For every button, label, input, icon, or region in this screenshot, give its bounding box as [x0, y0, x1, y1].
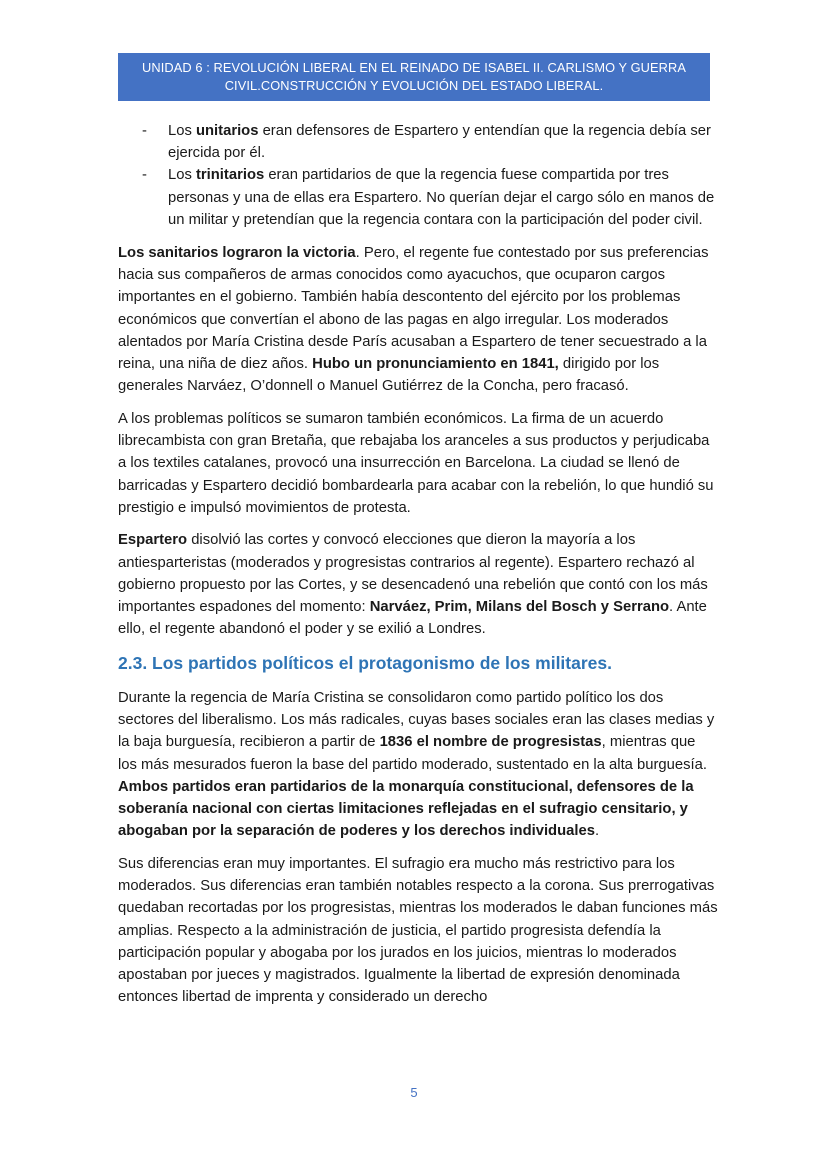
bold-text: Ambos partidos eran partidarios de la monarquía constitucional, defensores de la soberanía nacional con ciertas limitaciones reflejadas en el sufragio censitario, y abogaban por la separación de poderes y los derechos individuales — [118, 778, 694, 840]
text-run: . — [594, 823, 600, 840]
header-line-1: UNIDAD 6 : REVOLUCIÓN LIBERAL EN EL REINADO DE ISABEL II. CARLISMO Y GUERRA — [142, 60, 686, 75]
section-heading: 2.3. Los partidos políticos el protagonismo de los militares. — [118, 652, 612, 673]
bold-text: Hubo un pronunciamiento en 1841, — [312, 356, 559, 373]
document-body — [118, 120, 718, 1019]
bold-text: Los sanitarios lograron la victoria — [118, 245, 356, 262]
text-run: , mientras que los más mesurados fueron la base del partido moderado, sustentado en la alta burguesía. — [118, 734, 707, 773]
bold-term: unitarios — [195, 123, 259, 139]
paragraph-differences: Sus diferencias eran muy importantes. El sufragio era mucho más restrictivo para los moderados. Sus diferencias eran también notables respecto a la corona. Sus prerrogativas quedaban recortadas por los progresistas, mientras los moderados le daban funciones más amplias. Respecto a la administración de justicia, el partido progresista defendía la participación popular y abogaba por los jurados en los juicios, mientras lo moderados apostaban por jueces y magistrados. Igualmente la libertad de expresión denominada entonces libertad de imprenta y considerado un derecho — [118, 855, 718, 1006]
paragraph-political-parties — [118, 687, 718, 842]
text-run: . Ante ello, el regente abandonó el poder y se exilió a Londres. — [118, 599, 707, 638]
text-run: . Pero, el regente fue contestado por sus preferencias hacia sus compañeros de armas conocidos como ayacuchos, que ocuparon cargos importantes en el gobierno. También había descontento del ejército por los problemas económicos que convertían el abono de las pagas en algo irregular. Los moderados alentados por María Cristina desde París acusaban a Espartero de tener secuestrado a la reina, una niña de diez años. — [118, 245, 709, 373]
page-number: 5 — [410, 1085, 418, 1100]
bold-text: 1836 el nombre de progresistas — [379, 734, 602, 751]
bold-text: Narváez, Prim, Milans del Bosch y Serrano — [369, 599, 670, 616]
list-item — [118, 164, 718, 231]
text-run: eran partidarios de que la regencia fuese compartida por tres personas y una de ellas era Espartero. No querían dejar el cargo sólo en manos de un militar y pretendían que la regencia contara con la participación del poder civil. — [168, 167, 715, 228]
dash-bullet: - — [142, 123, 147, 139]
bold-term: trinitarios — [195, 167, 265, 184]
text-run: eran defensores de Espartero y entendían que la regencia debía ser ejercida por él. — [168, 123, 711, 162]
regency-factions-list — [118, 120, 718, 231]
text-run: Los — [168, 167, 196, 184]
text-run: Durante la regencia de María Cristina se consolidaron como partido político los dos sectores del liberalismo. Los más radicales, cuyas bases sociales eran las clases medias y la baja burguesía, recibieron a partir de — [118, 689, 715, 751]
header-line-2: CIVIL.CONSTRUCCIÓN Y EVOLUCIÓN DEL ESTADO LIBERAL. — [224, 78, 604, 93]
dash-bullet: - — [142, 167, 147, 184]
text-run: dirigido por los generales Narváez, O’donnell o Manuel Gutiérrez de la Concha, pero fracasó. — [118, 356, 660, 395]
paragraph-espartero-exile — [118, 529, 718, 640]
bold-text: Espartero — [118, 532, 188, 549]
list-item — [118, 120, 718, 164]
paragraph-economic-problems: A los problemas políticos se sumaron también económicos. La firma de un acuerdo librecambista con gran Bretaña, que rebajaba los aranceles a sus productos y perjudicaba a los textiles catalanes, provocó una insurrección en Barcelona. La ciudad se llenó de barricadas y Espartero decidió bombardearla para acabar con la rebelión, lo que hundió su prestigio e impulsó movimientos de protesta. — [118, 410, 714, 516]
paragraph-victory — [118, 242, 718, 397]
page-header — [118, 53, 710, 101]
text-run: disolvió las cortes y convocó elecciones que dieron la mayoría a los antiesparteristas (moderados y progresistas contrarios al regente). Espartero rechazó al gobierno propuesto por las Cortes, y se desencadenó una rebelión que contó con los más importantes espadones del momento: — [118, 532, 708, 616]
text-run: Los — [168, 123, 196, 139]
